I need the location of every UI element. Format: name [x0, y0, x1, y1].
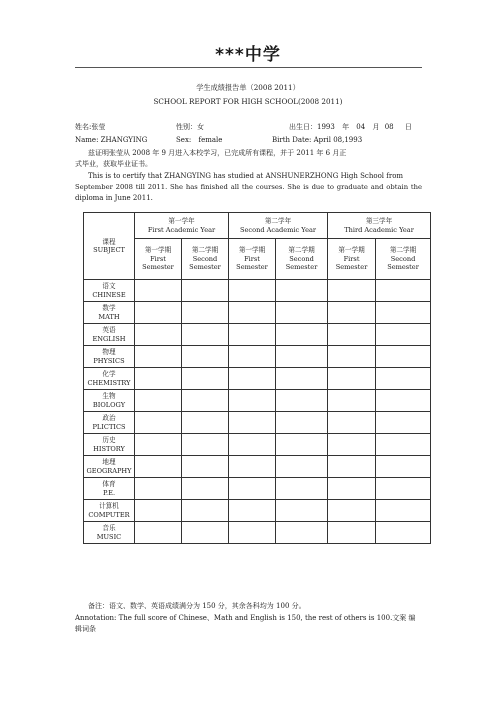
grade-cell: [376, 368, 431, 390]
subject-row: [84, 324, 431, 346]
semester-header: [182, 239, 229, 280]
birth-year: 1993: [317, 123, 335, 131]
grade-cell: [276, 412, 328, 434]
grade-cell: [376, 478, 431, 500]
grade-cell: [276, 434, 328, 456]
subject-name-en: BIOLOGY: [92, 400, 126, 409]
title-divider: [75, 67, 422, 68]
certify-en-line2: September 2008 till 2011. She has finished all the courses. She is due to graduate and obtain the: [75, 183, 422, 191]
semester-zh: 第二学期: [191, 246, 219, 255]
subject-row: [84, 434, 431, 456]
subject-row: [84, 390, 431, 412]
subject-name-cell: [84, 390, 135, 412]
certify-zh-line1: 兹证明张莹从 2008 年 9 月进入本校学习，已完成所有课程，并于 2011 年 6 月正: [88, 149, 347, 157]
year-header-2: [229, 213, 328, 239]
grade-cell: [376, 434, 431, 456]
semester-header-row: [84, 239, 431, 280]
grade-cell: [276, 346, 328, 368]
grade-cell: [229, 346, 276, 368]
subject-name-cell: [84, 500, 135, 522]
subject-row: [84, 456, 431, 478]
grade-cell: [328, 324, 376, 346]
grade-cell: [276, 522, 328, 544]
subject-header-zh: 课程: [102, 237, 116, 246]
semester-en-word: Semester: [236, 263, 268, 272]
subject-rows: [84, 280, 431, 544]
grade-cell: [135, 280, 182, 302]
birth-label-zh: 出生日：: [289, 123, 317, 131]
grade-cell: [135, 368, 182, 390]
grade-cell: [135, 302, 182, 324]
semester-en: Second: [390, 254, 416, 263]
subject-row: [84, 368, 431, 390]
subject-name-zh: 地理: [102, 458, 116, 466]
subject-name-en: COMPUTER: [88, 510, 130, 519]
semester-header: [328, 239, 376, 280]
subject-row: [84, 280, 431, 302]
grade-cell: [328, 390, 376, 412]
grade-cell: [229, 500, 276, 522]
grade-cell: [276, 324, 328, 346]
subject-name-en: P.E.: [102, 488, 116, 497]
grade-cell: [229, 456, 276, 478]
grade-cell: [182, 478, 229, 500]
subject-name-cell: [84, 478, 135, 500]
semester-en: Second: [289, 254, 314, 263]
subject-name-en: PHYSICS: [93, 356, 125, 365]
certify-zh-line2: 式毕业，获取毕业证书。: [75, 160, 152, 168]
grade-cell: [229, 412, 276, 434]
subject-row: [84, 500, 431, 522]
name-en: [75, 136, 147, 144]
birth-en: [272, 136, 362, 144]
subject-name-en: CHINESE: [92, 290, 126, 299]
year-3-en: Third Academic Year: [344, 225, 414, 234]
grade-cell: [276, 478, 328, 500]
semester-header: [135, 239, 182, 280]
grade-cell: [328, 412, 376, 434]
grade-cell: [135, 522, 182, 544]
semester-en-word: Semester: [285, 263, 318, 272]
grade-cell: [229, 324, 276, 346]
grade-cell: [135, 500, 182, 522]
grade-cell: [328, 346, 376, 368]
year-1-en: First Academic Year: [147, 225, 216, 234]
grade-cell: [182, 368, 229, 390]
subject-name-cell: [84, 434, 135, 456]
grade-cell: [135, 456, 182, 478]
semester-header: [376, 239, 431, 280]
grade-cell: [135, 412, 182, 434]
subject-name-cell: [84, 456, 135, 478]
subject-name-zh: 化学: [102, 370, 116, 378]
day-char: 日: [404, 123, 412, 131]
subject-name-zh: 音乐: [102, 524, 116, 532]
subject-row: [84, 522, 431, 544]
birth-zh: [289, 122, 412, 132]
subject-name-zh: 物理: [102, 348, 116, 356]
semester-header: [229, 239, 276, 280]
grade-cell: [182, 390, 229, 412]
subject-name-zh: 政治: [102, 414, 116, 422]
subject-header: [84, 213, 135, 280]
birth-value-en: April 08,1993: [313, 136, 363, 144]
semester-en-word: Semester: [142, 263, 174, 272]
semester-zh: 第二学期: [389, 246, 417, 255]
year-2-en: Second Academic Year: [239, 225, 317, 234]
subject-name-en: ENGLISH: [92, 334, 126, 343]
grade-cell: [229, 434, 276, 456]
subject-name-zh: 生物: [102, 392, 116, 400]
semester-zh: 第二学期: [288, 246, 315, 255]
name-value-zh: 张莹: [91, 123, 106, 131]
year-3-zh: 第三学年: [365, 217, 393, 225]
grade-cell: [135, 390, 182, 412]
sex-en: [176, 136, 222, 144]
grade-cell: [182, 280, 229, 302]
grade-cell: [376, 324, 431, 346]
year-header-3: [328, 213, 431, 239]
grade-cell: [229, 302, 276, 324]
month-char: 月: [372, 123, 380, 131]
sex-value-en: female: [198, 136, 223, 144]
semester-zh: 第一学期: [338, 246, 365, 255]
grade-cell: [182, 522, 229, 544]
subject-name-en: GEOGRAPHY: [86, 466, 132, 475]
grade-cell: [135, 324, 182, 346]
grade-cell: [182, 456, 229, 478]
grade-cell: [328, 500, 376, 522]
grade-cell: [328, 456, 376, 478]
subject-header-en: SUBJECT: [93, 246, 125, 254]
subject-name-cell: [84, 412, 135, 434]
grade-cell: [276, 390, 328, 412]
subject-row: [84, 302, 431, 324]
subject-name-zh: 语文: [102, 282, 116, 290]
semester-zh: 第一学期: [144, 246, 172, 255]
grade-cell: [376, 500, 431, 522]
grade-cell: [376, 346, 431, 368]
semester-en-word: Semester: [189, 263, 221, 272]
grade-cell: [229, 522, 276, 544]
birth-month: 04: [356, 123, 366, 131]
subject-name-cell: [84, 324, 135, 346]
grade-cell: [182, 434, 229, 456]
grade-cell: [182, 324, 229, 346]
semester-en-word: Semester: [387, 263, 419, 272]
subject-row: [84, 412, 431, 434]
grade-cell: [376, 302, 431, 324]
grade-cell: [229, 280, 276, 302]
semester-header: [276, 239, 328, 280]
subject-name-cell: [84, 346, 135, 368]
grade-cell: [276, 500, 328, 522]
birth-day: 08: [384, 123, 394, 131]
grade-cell: [276, 456, 328, 478]
grade-cell: [135, 478, 182, 500]
semester-en-word: Semester: [335, 263, 368, 272]
subject-name-cell: [84, 522, 135, 544]
subject-name-zh: 英语: [102, 326, 116, 334]
grade-cell: [229, 368, 276, 390]
grade-cell: [376, 412, 431, 434]
gender-zh: [176, 122, 204, 132]
semester-en: First: [150, 254, 166, 263]
subject-row: [84, 346, 431, 368]
subject-name-zh: 体育: [102, 480, 116, 488]
subject-name-zh: 计算机: [99, 502, 119, 510]
semester-en: First: [343, 254, 360, 263]
grade-cell: [328, 522, 376, 544]
grade-cell: [328, 302, 376, 324]
subject-name-en: PLICTICS: [92, 422, 126, 431]
semester-en: Second: [192, 254, 218, 263]
report-title-zh: 学生成绩报告单（2008 2011）: [196, 83, 300, 92]
grade-cell: [229, 478, 276, 500]
semester-en: First: [244, 254, 260, 263]
grades-table: [83, 212, 431, 544]
gender-value-zh: 女: [197, 123, 204, 131]
semester-zh: 第一学期: [238, 246, 266, 255]
grade-cell: [182, 412, 229, 434]
name-label-en: Name:: [75, 136, 99, 144]
subject-name-zh: 数学: [102, 304, 116, 312]
grade-cell: [328, 478, 376, 500]
grade-cell: [376, 280, 431, 302]
report-title-en: SCHOOL REPORT FOR HIGH SCHOOL(2008 2011): [153, 97, 343, 106]
sex-label-en: Sex:: [176, 136, 192, 144]
year-1-zh: 第一学年: [168, 217, 195, 225]
subject-name-en: CHEMISTRY: [87, 378, 131, 387]
subject-name-cell: [84, 368, 135, 390]
grade-cell: [276, 368, 328, 390]
grade-cell: [328, 434, 376, 456]
note-en-line1: Annotation: The full score of Chinese、Math and English is 150, the rest of others is 100.文案 编: [75, 614, 416, 622]
year-char: 年: [342, 123, 350, 131]
grade-cell: [376, 522, 431, 544]
subject-name-cell: [84, 280, 135, 302]
subject-name-zh: 历史: [102, 436, 116, 444]
grade-cell: [229, 390, 276, 412]
subject-name-en: MUSIC: [96, 532, 122, 541]
grade-cell: [182, 500, 229, 522]
grade-cell: [276, 302, 328, 324]
certify-en-line1: This is to certify that ZHANGYING has studied at ANSHUNERZHONG High School from: [88, 172, 404, 180]
note-zh: 备注：语文、数学、英语成绩满分为 150 分，其余各科均为 100 分。: [88, 602, 306, 610]
year-2-zh: 第二学年: [264, 217, 292, 225]
grade-cell: [182, 302, 229, 324]
subject-row: [84, 478, 431, 500]
birth-label-en: Birth Date:: [272, 136, 312, 144]
grade-cell: [376, 456, 431, 478]
grade-cell: [182, 346, 229, 368]
grade-cell: [376, 390, 431, 412]
grade-cell: [135, 346, 182, 368]
subject-name-en: HISTORY: [93, 444, 125, 453]
name-label-zh-text: 姓名:: [75, 123, 92, 131]
grade-cell: [135, 434, 182, 456]
grade-cell: [328, 280, 376, 302]
note-en-line2: 辑词条: [75, 625, 96, 633]
grade-cell: [328, 368, 376, 390]
name-label-zh: [75, 122, 105, 132]
grade-cell: [276, 280, 328, 302]
school-title: ***中学: [215, 45, 281, 65]
gender-label-zh: 性别：: [176, 123, 197, 131]
subject-name-cell: [84, 302, 135, 324]
year-header-1: [135, 213, 229, 239]
subject-name-en: MATH: [98, 312, 120, 321]
certify-en-line3: diploma in June 2011.: [75, 194, 153, 202]
name-value-en: ZHANGYING: [100, 136, 148, 144]
